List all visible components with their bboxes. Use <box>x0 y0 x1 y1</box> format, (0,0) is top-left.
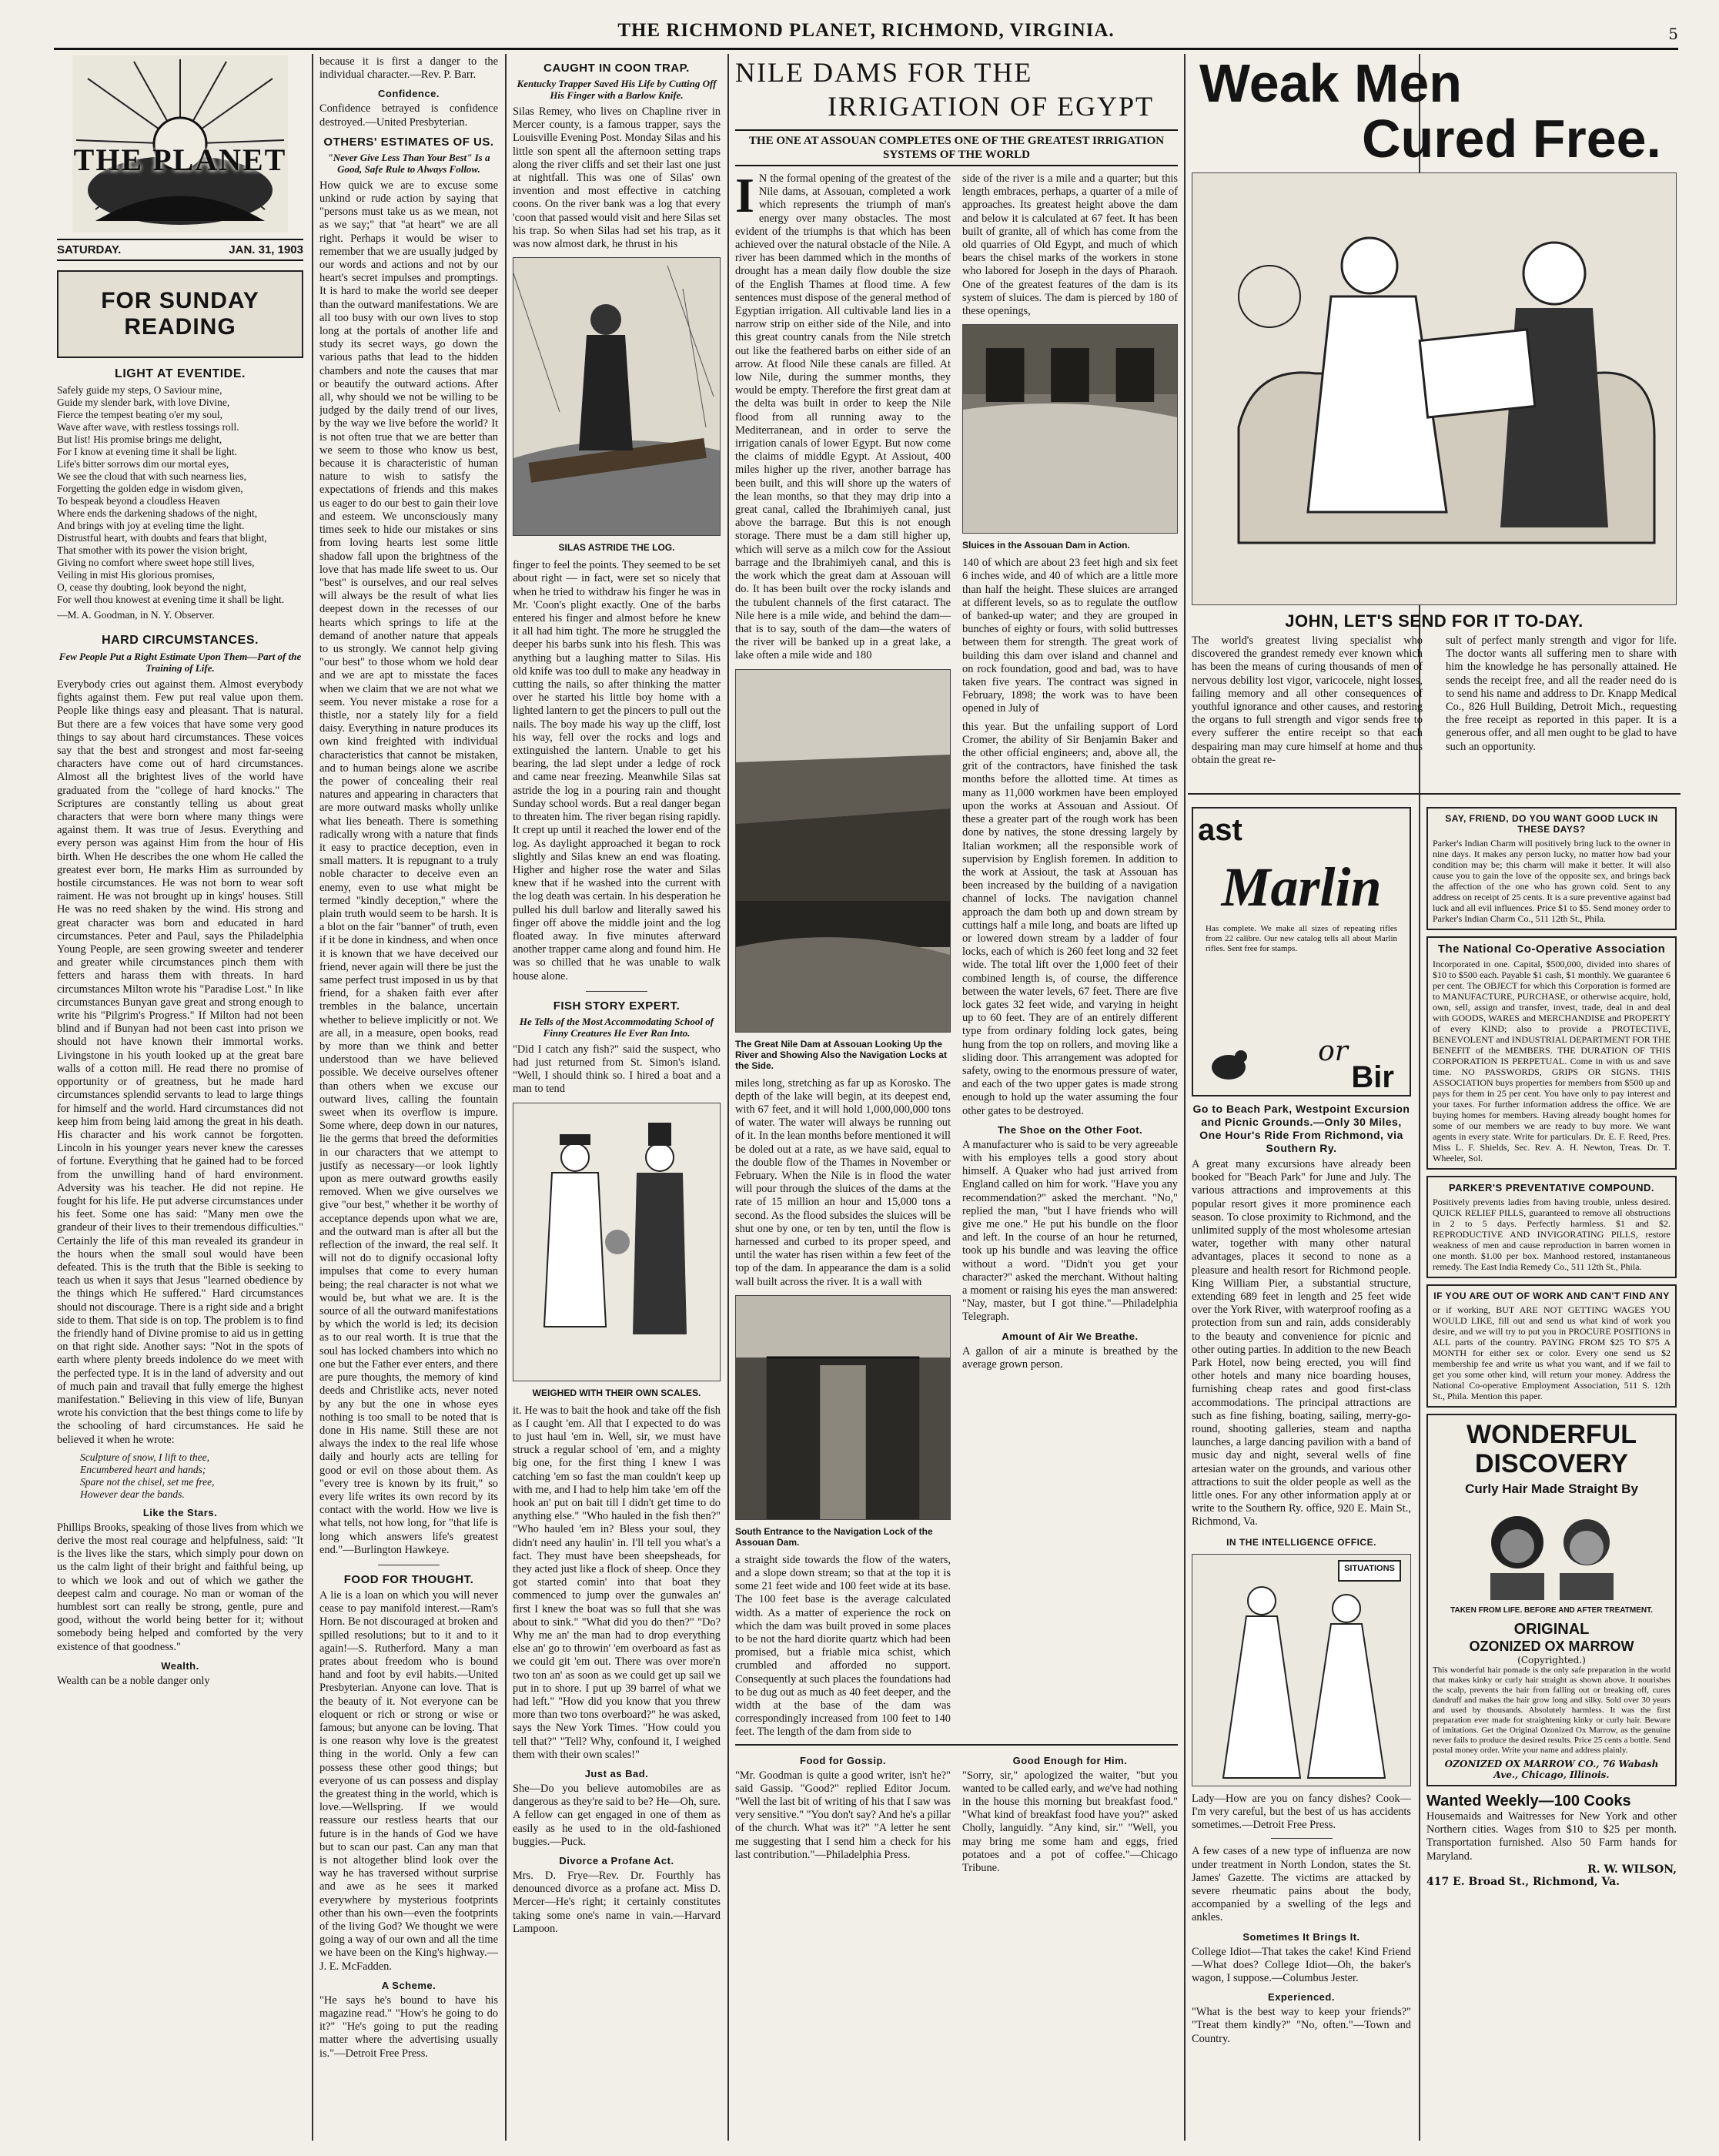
marlin-advertisement <box>1192 807 1411 1096</box>
page-header <box>54 17 1678 50</box>
fish-story-title: FISH STORY EXPERT. <box>553 999 681 1013</box>
page-number: 5 <box>1668 25 1678 43</box>
verse-line: Spare not the chisel, set me free, <box>80 1475 215 1488</box>
poem-line: For I know at evening time it shall be light. <box>57 446 237 457</box>
sunday-reading-banner <box>57 270 303 358</box>
weak-men-body-left: The world's greatest living specialist who discovered the grandest remedy ever known which has been the means of curing thousands of men of nervous debility lost vigor, varicocele, night losses, failing memory and all other consequences of youthful ignorance and other causes, and restoring the organs to full strength and vigor sends free to every sufferer the entire receipt so that each despairing man may cure himself at home and thus obtain the great re- <box>1192 634 1423 766</box>
hard-circumstances-body: Everybody cries out against them. Almost everybody fights against them. Few put real value upon them. People like things easy and pleasant. That is natural. But there are a few voices that have some very good things to say about hard circumstances. These voices say that the best and strongest and most far-seeing characters have come out of hard circumstances. Almost all the brightest lives of the world have graduated from the "college of hard knocks." The Scriptures are constantly telling us about great characters that were born where many things were against them. It was true of Jesus. Everything and every person was against Him from the hour of His birth. When He describes the one whom He called the greatest ever born, He marks Him as surrounded by hostile circumstances. He was not born to wear soft raiment. He was not brought up in kings' houses. Still He was no reed shaken by the wind. His strong and great character was born and educated in hard circumstances. Peter and Paul, says the Philadelphia Young People, are seen growing sweeter and tenderer and greater while circumstances pinch them with fetters and harass them with threats. In hard circumstances Milton wrote his "Paradise Lost." In like circumstances Bunyan gave great and strong enough to write his "Pilgrim's Progress." If Milton had not been blind and if Bunyan had not been cast into prison we should not have known their immortal works. Livingstone in his youth looked up at the great bare walls of a cotton mill. He read there no promise of opportunity or of greatness, but he made hard circumstances splendid servants to lead to large things for himself and the world. Hard circumstances did not keep him from being laid among the great in his death. His character and his work cannot be forgotten. Lincoln in his younger years never knew the caresses of fortune. Everything that he gained had to be forced from the unwilling hand of hard environment. Adversity was his teacher. He did not repine. He fought for his life. He put adverse circumstances under his feet. Some one has said: "Many men owe the grandeur of their lives to their tremendous difficulties." Certainly the life of this man revealed its grandeur in the hours when the small soul would have been defeated. This is the truth that the Bible is seeking to teach us when it says that Jesus "learned obedience by the things which He suffered." Hard circumstances should not discourage. There is a right side and a bright side to them. That side is on top. The problem is to find the friendly hand of Divine promise to aid us in getting on that right side. Another says: "Not in the spots of earth where plenty breeds indolence do we meet with the perfected type. It is in the land of adversity and out of much pain and travail that fully emerge the highest manifestation." Believing in this view of life, Bunyan wrote his conviction that the best things come to life by the schooling of hard circumstances. He said he believed it when he wrote: <box>57 678 303 1446</box>
nile-drop-cap: I <box>735 168 754 223</box>
weak-men-body-right: sult of perfect manly strength and vigor for life. The doctor wants all suffering men to share with him the knowledge he has personally attained. He sends the receipt free, and all the reader need do is to send his name and address to Dr. Knapp Medical Co., 826 Hull Building, Detroit Mich., requesting the free receipt as reported in this paper. It is a generous offer, and all men ought to be glad to have such an opportunity. <box>1446 634 1677 753</box>
parker-compound-advertisement <box>1426 1176 1677 1278</box>
air-body: A gallon of air a minute is breathed by the average grown person. <box>962 1344 1178 1371</box>
parker-body: Positively prevents ladies from having trouble, unless desired. QUICK RELIEF PILLS, guaranteed to remove all obstructions in 2 to 5 days. Perfectly harmless. $1 and $2. REPRODUCTIVE AND INVIGORATING PILLS, restore weakness of men and cause reproduction in barren women in one month. $1.00 per box. Manhood restored, instantaneous remedy. The East India Remedy Co., 511 12th St., Phila. <box>1433 1197 1671 1272</box>
poem-line: That smother with its power the vision bright, <box>57 544 248 556</box>
experienced-title: Experienced. <box>1268 1991 1335 2004</box>
divider <box>586 991 647 992</box>
just-as-bad-title: Just as Bad. <box>584 1768 649 1780</box>
bird-icon <box>1206 1041 1252 1087</box>
silas-illustration <box>513 257 721 536</box>
poem-line: Where ends the darkening shadows of the night, <box>57 507 258 519</box>
weak-men-advertisement <box>1192 55 1677 795</box>
sunday-banner-text: FOR SUNDAY READING <box>101 288 259 340</box>
nile-body-right-2: 140 of which are about 23 feet high and six feet 6 inches wide, and 40 of which are a little more than half the height. These sluices are arranged at different levels, so as to regulate the outflow of banked-up water; and they are grouped in bunches of eighty or fours, with solid buttresses between them for strength. The great work of building this dam over island and channel and on rock foundation, good and bad, was to have taken five years. The contract was signed in February, 1898; the work was to have been opened in July of <box>962 557 1178 715</box>
column-5 <box>1192 801 1411 2133</box>
fish-story-illustration <box>513 1103 721 1381</box>
sometimes-body: College Idiot—That takes the cake! Kind Friend—What does? College Idiot—Oh, the baker's wagon, I suppose.—Columbus Jester. <box>1192 1945 1411 1984</box>
poem-line: Guide my slender bark, with love Divine, <box>57 397 230 408</box>
fish-story-body-1: "Did I catch any fish?" said the suspect, who had just returned from St. Simon's island. "Well, I should think so. I hired a boat and a man to tend <box>513 1043 721 1096</box>
experienced-body: "What is the best way to keep your friends?" "Treat them kindly?" "No, often."—Town and Country. <box>1192 2006 1411 2045</box>
air-title: Amount of Air We Breathe. <box>1002 1330 1139 1342</box>
discovery-heading: DISCOVERY <box>1474 1449 1628 1478</box>
indian-charm-advertisement <box>1426 807 1677 930</box>
sluices-caption: Sluices in the Assouan Dam in Action. <box>962 540 1130 551</box>
poem-line: Life's bitter sorrows dim our mortal eyes, <box>57 458 229 470</box>
wanted-signature: R. W. WILSON, <box>1587 1863 1677 1876</box>
coon-trap-title: CAUGHT IN COON TRAP. <box>543 62 690 75</box>
ozonized-label: OZONIZED OX MARROW <box>1469 1639 1634 1654</box>
column-rule <box>727 54 729 2141</box>
dateline-date: JAN. 31, 1903 <box>229 243 303 256</box>
running-title: THE RICHMOND PLANET, RICHMOND, VIRGINIA. <box>617 20 1115 41</box>
weak-men-line-2: Cured Free. <box>1362 109 1661 169</box>
shoe-title: The Shoe on the Other Foot. <box>997 1123 1143 1136</box>
others-estimates-body: How quick we are to excuse some unkind or rude action by saying that "persons must take us as we mean, not as we say;" that "at heart" we are all right. Perhaps it would be wiser to remember that we are usually judged by our words and actions and not by our heart's secret impulses and promptings. It is hard to make the world see deeper than the outward manifestations. We are all too busy with our own lives to stop long at the portals of another life and study its secret ways, go down the various paths that lead to the hidden chambers and note the causes that mar or beautify the outward actions. After all, why should we not be willing to be judged by the daily trend of our lives, by the way we live before the world? It is not often true that we are better than we seem to those who know us best, because it is characteristic of human nature to wish to satisfy the expectations of friends and this makes us eager to do our best to gain their love and esteem. We unconsciously many times seek to hide our mistakes or sins from loving hearts lest some little shadow fall upon the brightness of the love that has made life sweet to us. Our "best" is ourselves, and our real selves will always be the result of what lies deepest down in the recesses of our hearts which springs to life at the demand of another nature that appeals to us strongly. We cannot help giving "our best" to those whom we hold dear and we are apt to misstate the faces when we claim that we are not what we seem. You never mistake a rose for a thistle, nor a stately lily for a field daisy. Everything in nature produces its own kind freighted with individual characteristics that cannot be mistaken, and to human beings alone we ascribe the power of concealing their real natures and appearing in characters that are more outward masks wholly unlike what lies beneath. There is something radically wrong with a nature that finds it easy to practice deception, even in small matters. It is repugnant to a truly noble character to deceive even an enemy, even to use what might be termed "kindly deception," where the plain truth would seem to be harsh. It is a blot on the fair "banner" of truth, even if it be done in kindness, and when once it is known that we have deceived our friend, never again will there be just the same perfect trust imposed in us by that friend, for a shaken faith ever after trembles in the balance, uncertain whether to believe implicitly or not. We are all, in a measure, open books, read by more than we think and better understood than we have believed possible. We deceive ourselves oftener than others when we excuse our outward lives, calling the fountain sweet when its overflow is impure. Some where, deep down in our natures, lie the germs that breed the deformities in our characters that we attempt to justify as necessary—or look lightly upon as mere outward growths easily removed. When we give ourselves we give "our best," whether it be worthy of acceptance depends upon what we are, and the outward man is after all but the reflection of the inward, the real self. It will not do to dignify occasional lofty impulses that come to every human being; the real character is not what we would be, but what we are. It is the source of all the outward manifestations by which the world is led; its decision as to our real worth. It is true that the soul has locked chambers into which no one but the Father ever enters, and there are pure thoughts, the memory of kind deeds and Christlike acts, never noted by any but the one in whose eyes nothing is too small to be noted that is done in His name. Still these are not always the index to the real life whose daily and hourly acts are telling for good or evil on those about them. As "every tree is known by its fruit," so every life writes its own record by its contact with the world. How we live is what tells, not how long, for "that life is long which answers life's greatest end."—Burlington Hawkeye. <box>319 179 498 1556</box>
fish-story-subtitle: He Tells of the Most Accommodating School of Finny Creatures He Ever Ran Into. <box>519 1015 714 1039</box>
coon-trap-subtitle: Kentucky Trapper Saved His Life by Cutting Off His Finger with a Barlow Knife. <box>517 78 717 101</box>
dateline-day: SATURDAY. <box>57 243 122 256</box>
marlin-note: Has complete. We make all sizes of repeating rifles from 22 calibre. Our new catalog tells all about Marlin rifles. Sent free for stamps. <box>1206 924 1397 953</box>
verse-line: Encumbered heart and hands; <box>80 1463 206 1475</box>
divorce-title: Divorce a Profane Act. <box>559 1855 674 1867</box>
poem-line: Safely guide my steps, O Saviour mine, <box>57 384 222 396</box>
marlin-or: or <box>1318 1036 1348 1067</box>
marlin-bottom-word: Bir <box>1351 1060 1394 1094</box>
trapper-on-log-drawing <box>513 258 720 535</box>
column-2 <box>319 55 498 2134</box>
nile-columns <box>735 168 1178 1739</box>
column-3 <box>513 55 721 2134</box>
poem-line: Wave after wave, with restless tossings roll. <box>57 421 239 433</box>
good-enough-title: Good Enough for Him. <box>1012 1754 1128 1766</box>
poem-line: Fierce the tempest beating o'er my soul, <box>57 409 222 420</box>
great-dam-photo <box>735 669 951 1033</box>
poem-line: Distrustful heart, with doubts and fears that blight, <box>57 532 267 544</box>
marlin-wordmark: Marlin <box>1221 856 1382 918</box>
bunyan-verse <box>80 1451 303 1501</box>
weak-men-text <box>1192 634 1677 767</box>
others-estimates-title: OTHERS' ESTIMATES OF US. <box>323 135 494 149</box>
nile-body-right-3: this year. But the unfailing support of Lord Cromer, the ability of Sir Benjamin Baker and the other official engineers; and, above all, the grit of the contractors, have finished the task months before the allotted time. At times as many as 11,000 workmen have been employed upon the works at Assouan and Assiout. Of these a greater part of the rough work has been done by natives, the stone dressing largely by Italian workmen; all the responsible work of supervision by English foremen. In addition to the work at Assiout, the task at Assouan has been increased by the building of a navigation channel of locks. The navigation channel approach the dam both up and down stream by cuttings half a mile long, and boats are lifted up or lowered down stream by a ladder of four locks, each of which is 260 feet long and 32 feet wide. The total lift over the 1,000 feet of their combined length is, of course, the difference between the water levels, 67 feet. There are five lock gates 32 feet wide, and varying in height up to 60 feet. They are of an entirely different type from ordinary folding lock gates, being hung from the top on rollers, and moving like a sliding door. This arrangement was adopted for safety, owing to the enormous pressure of water, and each of the two upper gates is made strong enough to hold up the water assuming the four other gates to be destroyed. <box>962 720 1178 1117</box>
dam-panorama-photo <box>736 670 950 1032</box>
ad-divider <box>1188 793 1681 795</box>
gossip-body: "Mr. Goodman is quite a good writer, isn't he?" said Gassip. "Good?" replied Editor Jocum. "Well the last bit of writing of his that I saw was very sensitive." "You don't say? And he's a pillar of the church. What was it?" "A letter he sent me suggesting that I send him a check for his last contribution."—Philadelphia Press. <box>735 1769 951 1861</box>
weak-men-line-1: Weak Men <box>1199 55 1463 113</box>
ox-marrow-advertisement <box>1426 1414 1677 1786</box>
divider <box>1271 1838 1333 1839</box>
scheme-body: "He says he's bound to have his magazine read." "How's he going to do it?" "He's going to put the reading matter where the advertising usually is."—Detroit Free Press. <box>319 1994 498 2060</box>
original-label: ORIGINAL <box>1513 1621 1590 1638</box>
good-enough-body: "Sorry, sir," apologized the waiter, "but you wanted to be called early, and we've had nothing in the house this morning but breakfast food." "What kind of breakfast food have you?" asked Cholly, languidly. "Any kind, sir." "Well, you may bring me some ham and eggs, fried potatoes and a pot of coffee."—Chicago Tribune. <box>962 1769 1178 1875</box>
column-6 <box>1426 801 1677 2133</box>
before-after-portraits <box>1475 1500 1629 1600</box>
nile-body-left-1: N the formal opening of the greatest of the Nile dams, at Assouan, completed a work which represents the triumph of man's energy over many obstacles. The most evident of the triumphs is that which has been achieved over the natural obstacle of the Nile. A river has been dammed which in the months of drought has a mean daily flow double the size of the English Thames at flood time. A few sentences must dispose of the general method of Egyptian irrigation. All cultivable land lies in a narrow strip on either side of the Nile, and into this great country canals from the Nile stretch out like the feathered barbs on either side of an arrow. At flood Nile these canals are filled. At low Nile, during the summer months, they would be empty. Therefore the first great dam at the delta was built in order to keep the Nile flood from all running away to the Mediterranean, and in order to serve the irrigation canals of lower Egypt. But now come the claims of middle Egypt. At Assiout, 400 miles higher up the river, another barrage has been built, and this will shore up the waters of the lean months, so that they may drip into a great canal, called the Ibrahimiyeh canal, just above the barrage. But this is not enough storage. There must be a dam still higher up, which will serve as a milch cow for the Assiout barrage and the Ibrahimiyeh canal, and this is the work which the great dam at Assouan will do. It has been built over the rocky islands and the tubulent channels of the first cataract. The Nile here is a mile wide, and behind the dam—that is to say, south of the dam—the waters of the river will be banked up in a great lake, a lake often a mile wide and 180 <box>735 172 951 662</box>
fish-story-caption: WEIGHED WITH THEIR OWN SCALES. <box>532 1387 701 1398</box>
coon-trap-body-2: finger to feel the points. They seemed to be set about right — in fact, were set so nicely that when he tried to withdraw his finger he was in Mr. 'Coon's plight exactly. One of the barbs entered his finger and almost before he knew it all had him tight. The more he struggled the deeper his barbs sunk into his flesh. This was anything but a laughing matter to Silas. His old knife was too dull to make any headway in cutting the nails, so after thinking the matter over he started his little boy home with a lighted lantern to get the pincers to pull out the nails. The boy made his way up the cliff, lost his way, fell over the rocks and logs and extinguished the lantern. Unable to get his bearing, the lad slept under a ledge of rock and came near freezing. Meanwhile Silas sat astride the log in a pouring rain and thought Sunday school words. But a real danger began to threaten him. The river began rising rapidly. It crept up until it reached the lower end of the log. As daylight approached it began to rock slightly and Silas knew an end was floating. Higher and higher rose the water and Silas knew that if he washed into the current with the log death was certain. In his desperation he pulled his dull barlow and literally sawed his finger off above the middle joint and the log floated away. In five minutes afterward another trapper came along and found him. He was so chilled that he was unable to walk house alone. <box>513 559 721 983</box>
planet-masthead <box>72 55 288 233</box>
dateline <box>57 239 303 261</box>
sluices-in-action-photo <box>963 325 1177 533</box>
poem-line: Giving no comfort where sweet hope still lives, <box>57 557 255 568</box>
parker-title: PARKER'S PREVENTATIVE COMPOUND. <box>1448 1182 1655 1194</box>
say-friend-body: Parker's Indian Charm will positively bring luck to the owner in nine days. It makes any person lucky, no matter how bad your condition may be; this charm will make it better. It will also cause you to gain the love of the opposite sex, and brings back the affection of the one who has grown cold. Sent to any address on receipt of 25 cents. It is a sure preventive against bad luck and all evil influences. Price $1 to $5. Send money order to Parker's Indian Charm Co., 511 12th St., Phila. <box>1433 838 1671 924</box>
confidence-body: Confidence betrayed is confidence destroyed.—United Presbyterian. <box>319 102 498 129</box>
two-women-drawing <box>1192 1555 1410 1786</box>
navigation-lock-photo <box>735 1295 951 1520</box>
poem-line: Forgetting the golden edge in wisdom given, <box>57 483 243 494</box>
column-rule <box>312 54 313 2141</box>
nile-body-left-3: a straight side towards the flow of the waters, and a slope down stream; so that at the top it is some 21 feet wide and 100 feet wide at its base. The 100 feet base is the average calculated width. As a matter of experience the rock on which the dam was built proved in some places to be not the hard diorite quartz which had been promised, but a friable mica schist, which crumbled and afforded no support. Consequently at such places the foundations had to be dug out as much as 40 feet deeper, and the width at the base of the dam was correspondingly increased from 100 feet to 140 feet. The length of the dam from side to <box>735 1553 951 1739</box>
poem-line: For well thou knowest at evening time it shall be light. <box>57 594 285 605</box>
wanted-address: 417 E. Broad St., Richmond, Va. <box>1426 1875 1620 1888</box>
intelligence-office-body: Lady—How are you on fancy dishes? Cook—I'm very careful, but the best of us has accidents sometimes.—Detroit Free Press. <box>1192 1792 1411 1832</box>
nile-left-column <box>735 168 951 1739</box>
ox-marrow-body: This wonderful hair pomade is the only safe preparation in the world that makes kinky or curly hair straight as shown above. It nourishes the scalp, prevents the hair from falling out or breaking off, cures dandruff and makes the hair grow long and silky. Sold over 30 years and used by thousands. Absolutely harmless. It was the first preparation ever made for straightening kinky or curly hair. Beware of imitations. Get the Original Ozonized Ox Marrow, as the genuine never fails to produce the desired results. Price 25 cents a bottle. Send postal money order. Write your name and address plainly. <box>1433 1666 1671 1755</box>
sometimes-title: Sometimes It Brings It. <box>1242 1930 1360 1943</box>
divorce-body: Mrs. D. Frye—Rev. Dr. Fourthly has denounced divorce as a profane act. Miss D. Mercer—He's right; it certainly constitutes taking some one's name in vain.—Harvard Lampoon. <box>513 1870 721 1935</box>
marlin-top-word: ast <box>1198 813 1242 847</box>
intelligence-office-title: IN THE INTELLIGENCE OFFICE. <box>1226 1536 1376 1548</box>
two-men-drawing <box>513 1103 720 1381</box>
couple-on-sofa-drawing <box>1192 173 1676 604</box>
shoe-body: A manufacturer who is said to be very agreeable with his employes tells a good story about himself. A Quaker who had just arrived from England called on him for work. "Have you any recommendation?" asked the merchant. "No," replied the man, "but I have friends who will give me one." He put his bundle on the floor and left. In the course of an hour he returned, took up his bundle and was leaving the office without a word. "Didn't you get your character?" asked the merchant. Without halting a moment or raising his eyes the man answered: "Nay, master, but I got thine."—Philadelphia Telegraph. <box>962 1138 1178 1324</box>
wealth-body: Wealth can be a noble danger only <box>57 1674 210 1687</box>
confidence-title: Confidence. <box>378 88 440 100</box>
cooperative-advertisement <box>1426 936 1677 1170</box>
masthead-lettering: THE PLANET <box>73 142 287 177</box>
cooperative-body: Incorporated in one. Capital, $500,000, divided into shares of $10 to $500 each. Payable $1 cash, $1 monthly. We guarantee 6 per cent. The OBJECT for which this Corporation is formed are to MANUFACTURE, PURCHASE, or otherwise acquire, hold, own, sell, assign and transfer, invest, trade, deal in and deal with GOODS, WARES and MERCHANDISE and PROPERTY of every KIND; also to provide a PROTECTIVE, BENEVOLENT and INDUSTRIAL DEPARTMENT FOR THE BENEFIT of the MEMBERS. THE DURATION OF THIS CORPORATION IS PERPETUAL. Come in with us and save time. NO PASSWORDS, GRIPS OR SIGNS. THIS ASSOCIATION buys properties for members from $500 up and pays for them in 25 per cent. You have only to pay interest and your taxes. For further information address the office. We are buying homes for members. Having already bought homes for some of our members we are ready to buy more. We want agents in every state. Write for particulars. Dr. E. F. Reed, Pres. Miss L. F. Shields, Sec. Rev. A. H. Newton, Treas. Dr. T. Wheeler, Sol. <box>1433 959 1671 1163</box>
scheme-title: A Scheme. <box>381 1979 436 1991</box>
beach-park-body: A great many excursions have already been booked for "Beach Park" for June and July. The various attractions and improvements at this popular resort gives it more prominence each season. To close proximity to Richmond, and the unlimited supply of the most wholesome artesian water, together with many other natural advantages, places it second to none as a pleasure and health resort for Richmond people. King William Pier, a substantial structure, extending 689 feet in length and 25 feet wide over the York River, with waterproof roofing as a protection from sun and rain, adds considerably to the beauty and convenience for picnic and other outing parties. In addition to the new Beach Park Hotel, now being erected, you will find other hotels and many nice boarding houses, furnishing cheap rates and good first-class accommodations. The principal attractions are such as fine fishing, boating, sailing, merry-go-round, shooting galleries, steam and naptha launches, a large dancing pavilion with a band of music day and night, several wells of fine artesian water on the grounds, and various other attractions to suit the older people as well as the little ones. For any other information apply at or write to the Southern Ry. office, 920 E. Main St., Richmond, Va. <box>1192 1158 1411 1528</box>
others-estimates-subtitle: "Never Give Less Than Your Best" Is a Good, Safe Rule to Always Follow. <box>327 151 490 175</box>
like-the-stars-body: Phillips Brooks, speaking of those lives from which we derive the most real courage and helpfulness, said: "It is the lives like the stars, which simply pour down on us the calm light of their bright and faithful being, up to which we look and out of which we gather the deepest calm and courage. No man or woman of the humblest sort can really be strong, gentle, pure and good, without the world being better for it; without somebody being helped and comforted by the very existence of that goodness." <box>57 1521 303 1653</box>
wanted-advertisement <box>1426 1793 1677 1888</box>
navigation-lock-caption: South Entrance to the Navigation Lock of the Assouan Dam. <box>735 1525 933 1548</box>
poem-line: Veiling in mist His glorious promises, <box>57 569 215 581</box>
column-4 <box>735 55 1178 2134</box>
gossip-title: Food for Gossip. <box>800 1754 886 1766</box>
food-for-thought-body: A lie is a loan on which you will never cease to pay manifold interest.—Ram's Horn. Be not discouraged at broken and spilled resolutions; but to it and to it again!—S. Rutherford. Many a man prates about freedom who is bound hand and foot by evil habits.—United Presbyterian. Anyone can love. That is the beauty of it. Not everyone can be eloquent or rich or strong or wise or famous; but anyone can be loving. That is one reason why love is the greatest thing in the world. Only a few can possess these other good things; but everyone of us can possess and display the greatest thing in the world, which is love.—Wellspring. If we would reassure our restless hearts that our future is in the hands of God we have but to scan our past. Can any man that is not altogether blind look over the way he has traversed without surprise and awe as he sees it marked everywhere by mysterious footprints other than his own—even the footprints of the living God? We thought we were going a way of our own and all the time we have been on the King's highway.—J. E. McFadden. <box>319 1589 498 1973</box>
verse-line: However dear the bands. <box>80 1488 185 1500</box>
poem-light-at-eventide <box>57 384 303 621</box>
nile-bottom-row <box>735 1744 1178 1876</box>
influenza-body: A few cases of a new type of influenza are now under treatment in North London, states the St. James' Gazette. The victims are attacked by severe rheumatic pains about the body, accompanied by a swelling of the legs and ankles. <box>1192 1845 1411 1924</box>
nile-title-line-1: NILE DAMS FOR THE <box>735 57 1033 88</box>
weak-men-headline <box>1192 55 1677 169</box>
nile-title-line-2: IRRIGATION OF EGYPT <box>828 91 1154 122</box>
wonderful-heading: WONDERFUL <box>1467 1420 1637 1449</box>
wealth-title: Wealth. <box>161 1659 199 1672</box>
intelligence-office-illustration <box>1192 1554 1411 1786</box>
column-1 <box>57 55 303 2134</box>
column-rule <box>1184 54 1186 2141</box>
good-enough-box <box>962 1749 1178 1876</box>
food-for-thought-title: FOOD FOR THOUGHT. <box>343 1572 474 1586</box>
poem-line: To bespeak beyond a cloudless Heaven <box>57 495 220 507</box>
cooperative-title: The National Co-Operative Association <box>1437 942 1666 956</box>
ox-marrow-company: OZONIZED OX MARROW CO., 76 Wabash Ave., Chicago, Illinois. <box>1444 1759 1659 1780</box>
column-rule <box>505 54 507 2141</box>
sluices-photo <box>962 324 1178 534</box>
situations-sign: SITUATIONS <box>1344 1563 1395 1573</box>
lock-entrance-photo <box>736 1296 950 1519</box>
wanted-title: Wanted Weekly—100 Cooks <box>1426 1793 1631 1810</box>
hard-circumstances-subtitle: Few People Put a Right Estimate Upon Them—Part of the Training of Life. <box>59 651 302 674</box>
silas-caption: SILAS ASTRIDE THE LOG. <box>558 542 675 554</box>
couple-reading-illustration <box>1192 172 1677 605</box>
curly-hair-tagline: Curly Hair Made Straight By <box>1465 1481 1638 1496</box>
hard-circumstances-title: HARD CIRCUMSTANCES. <box>102 634 259 647</box>
nile-body-left-2: miles long, stretching as far up as Korosko. The depth of the lake will begin, at its deepest end, with 67 feet, and it will hold 1,000,000,000 tons of water. The water will always be running out of it. In the lean months before mentioned it will be doled out at a rate, as we have said, equal to the double flow of the Thames in November or February. When the Nile is in flood the water will pour through the sluices of the dams at the rate of 15 million an hour and 15,000 tons a second. As the flood subsides the sluices will be shut one by one, or ten by ten, until the flow is harnessed and curbed to its proper speed, and until the water has risen within a few feet of the top of the dam. In appearance the dam is a solid wall built across the river. It is a wall with <box>735 1076 951 1288</box>
nile-subtitle: THE ONE AT ASSOUAN COMPLETES ONE OF THE GREATEST IRRIGATION SYSTEMS OF THE WORLD <box>735 129 1178 166</box>
verse-line: Sculpture of snow, I lift to thee, <box>80 1451 209 1463</box>
like-the-stars-title: Like the Stars. <box>142 1506 218 1518</box>
copyrighted-label: (Copyrighted.) <box>1517 1655 1586 1666</box>
coon-trap-body-1: Silas Remey, who lives on Chapline river in Mercer county, is a famous trapper, says the Louisville Evening Post. Monday Silas and his little son spent all the afternoon setting traps along the river cliffs and set their last one just at nightfall. This was one of Silas' own invention and most effective in catching coons. On the river bank was a log that every 'coon that passed would visit and here Silas set his trap. So when Silas had set his trap, as it was now almost dark, he thrust in his <box>513 105 721 251</box>
wages-body: or if working, BUT ARE NOT GETTING WAGES YOU WOULD LIKE, fill out and send us what kind of work you desire, and we will try to put you in PROCURE POSITIONS in ALL parts of the country. PAYING FROM $25 TO $75 A MONTH for either sex or color. Every one send us $2 membership fee and write us what you want, and if we fail to get you some other kind, will return your money. Address the National Co-operative Employment Association, 511 S. 12th St., Phila. Mention this paper. <box>1433 1304 1671 1401</box>
nile-body-right-1: side of the river is a mile and a quarter; but this length embraces, perhaps, a quarter of a mile of approaches. Its greatest height above the dam and below it is calculated at 67 feet. It has been built of granite, all of which has come from the old quarries of Old Egypt, and much of which bears the chisel marks of the workers in stone who labored for Joseph in the days of Pharaoh. One of the greatest features of the dam is its system of sluices. The dam is pierced by 180 of these openings, <box>962 172 1178 318</box>
barr-quote: because it is first a danger to the individual character.—Rev. P. Barr. <box>319 55 498 82</box>
poem-author: —M. A. Goodman, in N. Y. Observer. <box>57 609 215 621</box>
gossip-box <box>735 1749 951 1876</box>
poem-line: We see the cloud that with such nearness lies, <box>57 470 246 482</box>
employment-advertisement <box>1426 1284 1677 1408</box>
portrait-caption: TAKEN FROM LIFE. BEFORE AND AFTER TREATMENT. <box>1450 1606 1653 1615</box>
beach-park-title: Go to Beach Park, Westpoint Excursion and Picnic Grounds.—Only 30 Miles, One Hour's Ride From Richmond, via Southern Ry. <box>1192 1103 1410 1154</box>
say-friend-title: SAY, FRIEND, DO YOU WANT GOOD LUCK IN THESE DAYS? <box>1445 813 1658 835</box>
nile-right-column <box>962 172 1178 1739</box>
poem-line: And brings with joy at eveling time the light. <box>57 520 245 531</box>
john-caption: JOHN, LET'S SEND FOR IT TO-DAY. <box>1285 611 1584 631</box>
fish-story-body-2: it. He was to bait the hook and take off the fish as I caught 'em. All that I expected to do was to just haul 'em in. Well, sir, we must have struck a regular school of 'em, and a mighty big one, for the first thing I knew I was catching 'em so fast the man couldn't keep up with me, and I had to help him take 'em off the hook an' put on bait till I didn't get time to do anything else." "Who hauled in the fish then?" "Who hauled 'em in? Bless your soul, they didn't need any haulin' in. I'll tell you what's a fact. They must have been sheepsheads, for they acted just like a flock of sheep. Once they got started comin' into that boat they commenced to jump over the gunwales an' first I knew the boat was so full that she was about to sink." "What did you do then?" "Do? Why me an' the man had to drop everything else an' go to throwin' 'em overboard as fast as we could git 'em out. There was over more'n two ton an' as soon as we could get up sail we put in to shore. I put up 39 barrel of what we had left." "How did you know that you threw more than two tons overboard?" he was asked, says the New York Times. "How could you tell that?" "Tell? Why, confound it, I weighed them with their own scales!" <box>513 1404 721 1761</box>
just-as-bad-body: She—Do you believe automobiles are as dangerous as they're said to be? He—Oh, sure. A fellow can get engaged in one of them as easily as he used to in the old-fashioned buggies.—Puck. <box>513 1783 721 1848</box>
poem-title: LIGHT AT EVENTIDE. <box>115 367 246 380</box>
poem-line: O, cease thy doubting, look beyond the night, <box>57 581 246 593</box>
wages-title: IF YOU ARE OUT OF WORK AND CAN'T FIND ANY <box>1433 1291 1670 1301</box>
wanted-body: Housemaids and Waitresses for New York and other Northern cities. Wages from $10 to $25 per month. Transportation furnished. Also 50 Farm hands for Maryland. <box>1426 1810 1677 1863</box>
poem-line: But list! His promise brings me delight, <box>57 434 222 445</box>
great-dam-caption: The Great Nile Dam at Assouan Looking Up the River and Showing Also the Navigation Locks at the Side. <box>735 1038 947 1071</box>
nile-headline <box>735 55 1178 123</box>
